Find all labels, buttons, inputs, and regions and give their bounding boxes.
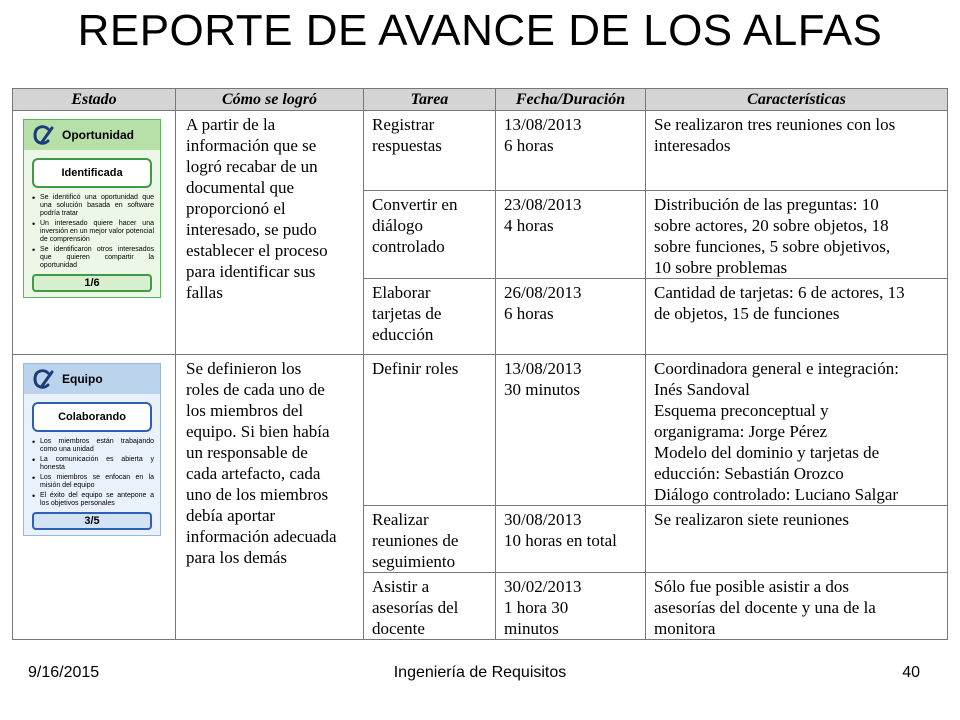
table-row: [13, 355, 948, 506]
text-line: Modelo del dominio y tarjetas de: [654, 443, 880, 462]
text-line: Esquema preconceptual y: [654, 401, 829, 420]
text-line: respuestas: [372, 136, 442, 155]
header-estado: Estado: [13, 89, 176, 111]
text-line: docente: [372, 619, 425, 638]
text-line: Cantidad de tarjetas: 6 de actores, 13: [654, 283, 905, 302]
text-line: debía aportar: [186, 506, 276, 525]
tarea-cell: [364, 279, 496, 355]
text-line: 10 sobre problemas: [654, 258, 788, 277]
text-line: Se definieron los: [186, 359, 302, 378]
footer-page-number: 40: [902, 664, 920, 681]
text-line: para identificar sus: [186, 262, 316, 281]
text-line: información que se: [186, 136, 317, 155]
text-line: interesados: [654, 136, 731, 155]
alpha-name: Oportunidad: [62, 128, 134, 142]
text-line: 10 horas en total: [504, 531, 617, 550]
text-line: asesorías del: [372, 598, 459, 617]
text-line: 13/08/2013: [504, 115, 582, 134]
text-line: educción: Sebastián Orozco: [654, 464, 844, 483]
checklist-item: • El éxito del equipo se antepone a los objetivos personales: [32, 492, 154, 508]
checklist-item: • Los miembros están trabajando como una unidad: [32, 438, 154, 454]
caracteristicas-cell: [646, 506, 948, 573]
text-line: diálogo: [372, 216, 423, 235]
text-line: 6 horas: [504, 304, 554, 323]
text-line: interesado, se pudo: [186, 220, 317, 239]
table-row: [13, 111, 948, 191]
report-table: [12, 88, 948, 640]
text-line: asesorías del docente y una de la: [654, 598, 876, 617]
text-line: 30 minutos: [504, 380, 581, 399]
checklist-item: • Se identificó una oportunidad que una solución basada en software podría tratar: [32, 194, 154, 218]
text-line: uno de los miembros: [186, 485, 329, 504]
text-line: Se realizaron siete reuniones: [654, 510, 849, 529]
alpha-progress: 3/5: [32, 512, 152, 530]
text-line: para los demás: [186, 548, 288, 567]
text-line: logró recabar de un: [186, 157, 318, 176]
header-fecha: Fecha/Duración: [496, 89, 646, 111]
alpha-icon: [32, 125, 54, 145]
caracteristicas-cell: [646, 573, 948, 640]
text-line: de objetos, 15 de funciones: [654, 304, 840, 323]
checklist-item: • Se identificaron otros interesados que quieren compartir la oportunidad: [32, 246, 154, 270]
text-line: sobre actores, 20 sobre objetos, 18: [654, 216, 889, 235]
text-line: 6 horas: [504, 136, 554, 155]
checklist: [30, 438, 154, 508]
text-line: educción: [372, 325, 434, 344]
text-line: 23/08/2013: [504, 195, 582, 214]
tarea-cell: [364, 355, 496, 506]
tarea-cell: [364, 191, 496, 279]
fecha-cell: [496, 279, 646, 355]
checklist-item: • La comunicación es abierta y honesta: [32, 456, 154, 472]
text-line: seguimiento: [372, 552, 456, 571]
caracteristicas-cell: [646, 111, 948, 191]
text-line: reuniones de: [372, 531, 459, 550]
text-line: monitora: [654, 619, 716, 638]
tarea-cell: [364, 573, 496, 640]
fecha-cell: [496, 506, 646, 573]
alpha-state: Identificada: [32, 158, 152, 188]
alpha-icon: [32, 369, 54, 389]
header-caracteristicas: Características: [646, 89, 948, 111]
caracteristicas-cell: [646, 279, 948, 355]
slide-title: REPORTE DE AVANCE DE LOS ALFAS: [77, 6, 883, 55]
checklist-item: • Los miembros se enfocan en la misión del equipo: [32, 474, 154, 490]
caracteristicas-cell: [646, 355, 948, 506]
footer-date: 9/16/2015: [28, 664, 100, 681]
text-line: Registrar: [372, 115, 435, 134]
text-line: tarjetas de: [372, 304, 442, 323]
text-line: información adecuada: [186, 527, 337, 546]
como-cell: [176, 111, 364, 355]
text-line: 30/08/2013: [504, 510, 582, 529]
fecha-cell: [496, 191, 646, 279]
alpha-card-oportunidad: [23, 119, 161, 298]
text-line: Coordinadora general e integración:: [654, 359, 899, 378]
como-cell: [176, 355, 364, 640]
text-line: controlado: [372, 237, 445, 256]
table-header-row: [13, 89, 948, 111]
caracteristicas-cell: [646, 191, 948, 279]
text-line: Diálogo controlado: Luciano Salgar: [654, 485, 899, 504]
text-line: 1 hora 30: [504, 598, 569, 617]
header-tarea: Tarea: [364, 89, 496, 111]
text-line: documental que: [186, 178, 295, 197]
text-line: roles de cada uno de: [186, 380, 325, 399]
text-line: fallas: [186, 283, 223, 302]
text-line: establecer el proceso: [186, 241, 328, 260]
text-line: 13/08/2013: [504, 359, 582, 378]
estado-cell-equipo: [13, 355, 176, 640]
text-line: un responsable de: [186, 443, 308, 462]
checklist-item: • Un interesado quiere hacer una inversión en un mejor valor potencial de comprensión: [32, 220, 154, 244]
fecha-cell: [496, 573, 646, 640]
text-line: Sólo fue posible asistir a dos: [654, 577, 850, 596]
text-line: Convertir en: [372, 195, 458, 214]
text-line: cada artefacto, cada: [186, 464, 321, 483]
text-line: Elaborar: [372, 283, 431, 302]
tarea-cell: [364, 111, 496, 191]
header-como: Cómo se logró: [176, 89, 364, 111]
text-line: 30/02/2013: [504, 577, 582, 596]
text-line: Definir roles: [372, 359, 459, 378]
text-line: equipo. Si bien había: [186, 422, 330, 441]
fecha-cell: [496, 111, 646, 191]
footer-course: Ingeniería de Requisitos: [393, 664, 567, 681]
alpha-card-equipo: [23, 363, 161, 536]
estado-cell-oportunidad: [13, 111, 176, 355]
text-line: A partir de la: [186, 115, 276, 134]
text-line: Distribución de las preguntas: 10: [654, 195, 879, 214]
text-line: proporcionó el: [186, 199, 286, 218]
text-line: 4 horas: [504, 216, 554, 235]
text-line: 26/08/2013: [504, 283, 582, 302]
text-line: minutos: [504, 619, 559, 638]
text-line: los miembros del: [186, 401, 304, 420]
text-line: Inés Sandoval: [654, 380, 750, 399]
text-line: organigrama: Jorge Pérez: [654, 422, 828, 441]
tarea-cell: [364, 506, 496, 573]
alpha-name: Equipo: [62, 372, 103, 386]
alpha-progress: 1/6: [32, 274, 152, 292]
checklist: [30, 194, 154, 270]
fecha-cell: [496, 355, 646, 506]
text-line: Realizar: [372, 510, 429, 529]
text-line: Asistir a: [372, 577, 430, 596]
alpha-state: Colaborando: [32, 402, 152, 432]
text-line: Se realizaron tres reuniones con los: [654, 115, 896, 134]
text-line: sobre funciones, 5 sobre objetivos,: [654, 237, 891, 256]
